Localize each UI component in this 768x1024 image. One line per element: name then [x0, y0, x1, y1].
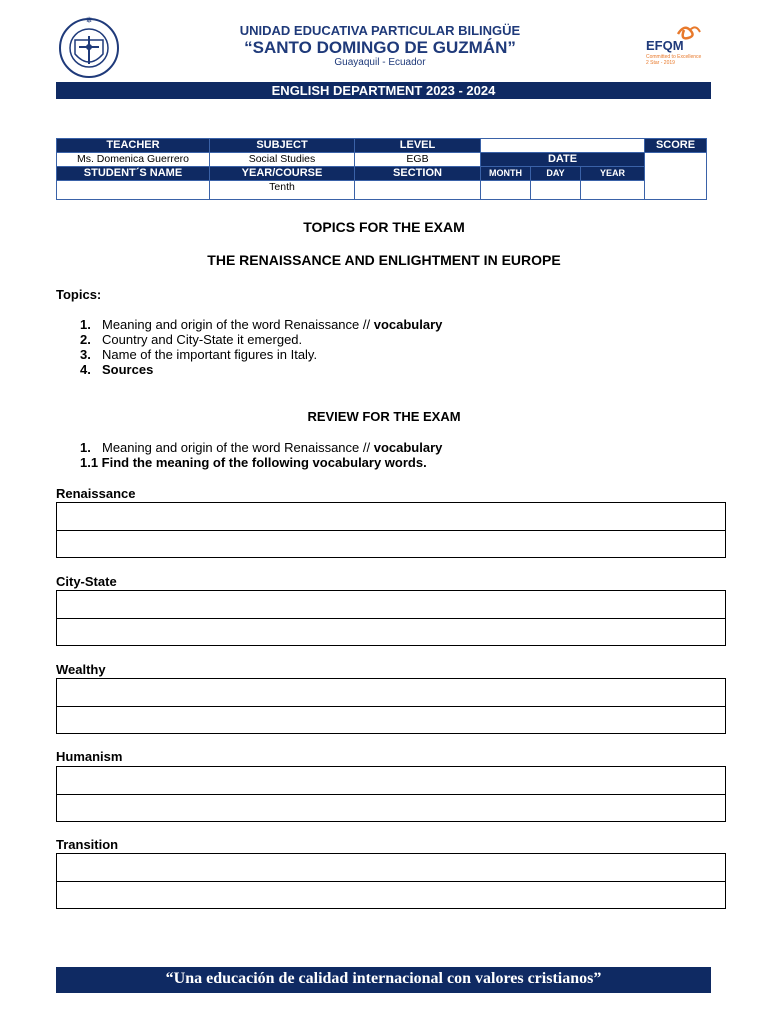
list-text: Meaning and origin of the word Renaissance // — [102, 440, 374, 455]
list-item — [80, 317, 442, 332]
blank-cell — [481, 139, 645, 153]
section-value[interactable] — [355, 181, 481, 200]
list-bold: vocabulary — [373, 440, 443, 455]
list-item — [80, 440, 442, 455]
day-value[interactable] — [531, 181, 581, 200]
efqm-logo — [640, 22, 710, 70]
review-title: REVIEW FOR THE EXAM — [307, 409, 461, 424]
list-number: 4. — [80, 362, 91, 377]
efqm-tagline: Committed to Excellence — [646, 54, 702, 60]
exam-topics-title: TOPICS FOR THE EXAM — [303, 219, 465, 235]
list-text: Name of the important figures in Italy. — [102, 347, 318, 362]
school-crest-logo — [57, 14, 121, 78]
section-header: SECTION — [355, 167, 481, 181]
efqm-text: EFQM — [646, 38, 684, 53]
vocab-label-wealthy: Wealthy — [56, 662, 106, 677]
year-header: YEAR — [581, 167, 645, 181]
subject-value: Social Studies — [210, 153, 355, 167]
score-value[interactable] — [645, 153, 707, 200]
score-header: SCORE — [645, 139, 707, 153]
year-course-value: Tenth — [210, 181, 355, 200]
list-bold: vocabulary — [373, 317, 443, 332]
teacher-header: TEACHER — [57, 139, 210, 153]
list-item — [80, 362, 442, 377]
review-subtitle: 1.1 Find the meaning of the following vocabulary words. — [80, 455, 427, 470]
list-number: 2. — [80, 332, 91, 347]
year-value[interactable] — [581, 181, 645, 200]
date-header: DATE — [481, 153, 645, 167]
student-name-header: STUDENT´S NAME — [57, 167, 210, 181]
vocab-answer-box[interactable] — [56, 678, 726, 734]
list-item — [80, 332, 442, 347]
review-list — [80, 440, 442, 470]
list-number: 3. — [80, 347, 91, 362]
list-bold: Sources — [102, 362, 154, 377]
vocab-label-city-state: City-State — [56, 574, 117, 589]
topics-label: Topics: — [56, 287, 102, 302]
vocab-answer-box[interactable] — [56, 766, 726, 822]
school-location: Guayaquil - Ecuador — [334, 57, 426, 68]
vocab-label-renaissance: Renaissance — [56, 486, 136, 501]
list-number: 1. — [80, 440, 91, 455]
day-header: DAY — [531, 167, 581, 181]
efqm-tagline-star: 2 Star - 2019 — [646, 60, 675, 66]
list-number: 1. — [80, 317, 91, 332]
student-info-table — [56, 138, 707, 200]
topics-list — [80, 317, 442, 377]
list-text: Meaning and origin of the word Renaissance // — [102, 317, 374, 332]
level-value: EGB — [355, 153, 481, 167]
vocab-answer-box[interactable] — [56, 590, 726, 646]
department-banner: ENGLISH DEPARTMENT 2023 - 2024 — [56, 82, 711, 99]
level-header: LEVEL — [355, 139, 481, 153]
footer-motto: “Una educación de calidad internacional con valores cristianos” — [56, 967, 711, 993]
student-name-value[interactable] — [57, 181, 210, 200]
list-text: Country and City-State it emerged. — [102, 332, 303, 347]
list-item — [80, 347, 442, 362]
teacher-value: Ms. Domenica Guerrero — [57, 153, 210, 167]
month-value[interactable] — [481, 181, 531, 200]
school-name-line2: “SANTO DOMINGO DE GUZMÁN” — [244, 38, 516, 57]
vocab-label-humanism: Humanism — [56, 749, 123, 764]
year-course-header: YEAR/COURSE — [210, 167, 355, 181]
subject-header: SUBJECT — [210, 139, 355, 153]
vocab-answer-box[interactable] — [56, 853, 726, 909]
exam-subject-title: THE RENAISSANCE AND ENLIGHTMENT IN EUROPE — [207, 252, 561, 268]
vocab-label-transition: Transition — [56, 837, 119, 852]
svg-text:✵: ✵ — [85, 16, 93, 26]
month-header: MONTH — [481, 167, 531, 181]
school-name-line1: UNIDAD EDUCATIVA PARTICULAR BILINGÜE — [239, 23, 521, 38]
vocab-answer-box[interactable] — [56, 502, 726, 558]
